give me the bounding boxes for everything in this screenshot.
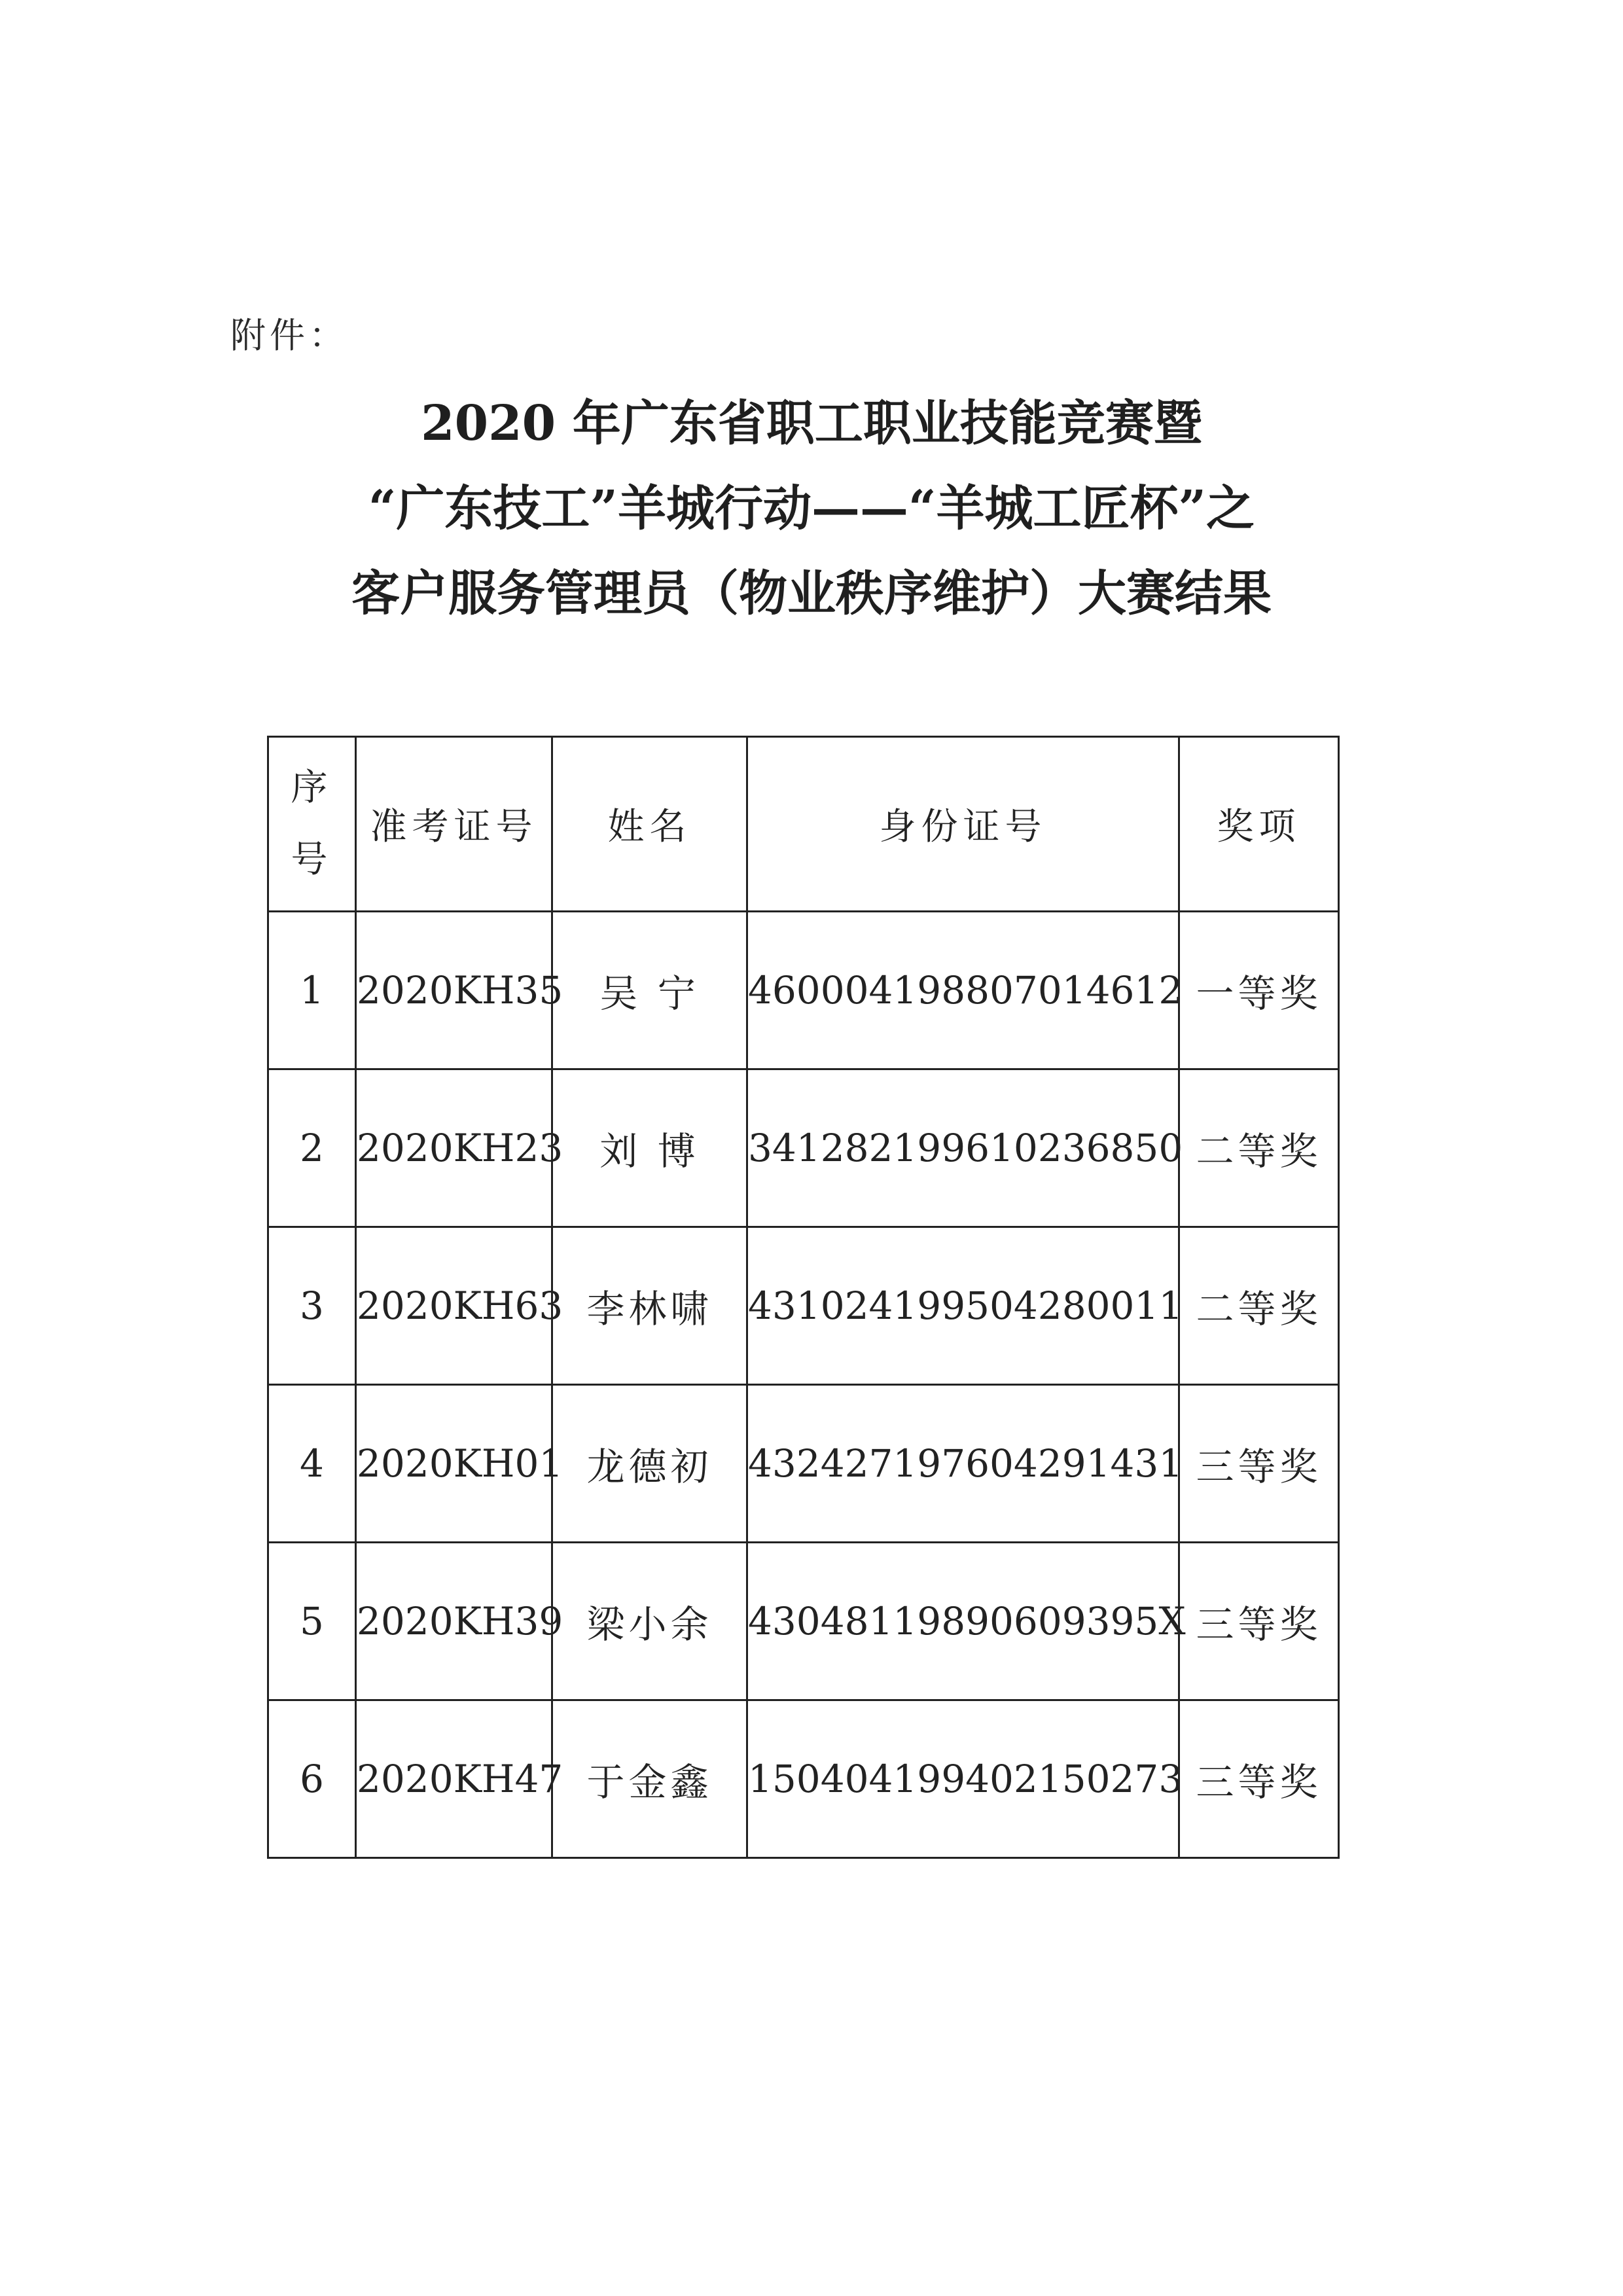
- header-name: 姓名: [552, 737, 747, 912]
- table-row: [268, 1227, 1339, 1385]
- cell-name: 龙德初: [552, 1385, 747, 1543]
- attachment-label: 附件：: [230, 315, 348, 356]
- cell-name: 吴 宁: [552, 912, 747, 1069]
- results-table: [267, 736, 1340, 1859]
- table-body: [268, 912, 1339, 1858]
- cell-ticket: 2020KH39: [356, 1543, 552, 1700]
- title-line-3: 客户服务管理员（物业秩序维护）大赛结果: [351, 565, 1272, 622]
- cell-ticket: 2020KH35: [356, 912, 552, 1069]
- header-seq-bottom: 号: [291, 838, 333, 881]
- table-row: [268, 1543, 1339, 1700]
- cell-award: 三等奖: [1179, 1385, 1339, 1543]
- cell-award: 三等奖: [1179, 1700, 1339, 1858]
- table-row: [268, 912, 1339, 1069]
- table-header: [268, 737, 1339, 912]
- cell-seq: 4: [268, 1385, 356, 1543]
- cell-award: 三等奖: [1179, 1543, 1339, 1700]
- cell-seq: 2: [268, 1069, 356, 1227]
- cell-ticket: 2020KH23: [356, 1069, 552, 1227]
- cell-id: 43048119890609395X: [747, 1543, 1179, 1700]
- cell-seq: 3: [268, 1227, 356, 1385]
- cell-id: 150404199402150273: [747, 1700, 1179, 1858]
- header-seq: [268, 737, 356, 912]
- cell-name: 李林啸: [552, 1227, 747, 1385]
- header-row: [268, 737, 1339, 912]
- cell-ticket: 2020KH01: [356, 1385, 552, 1543]
- cell-award: 二等奖: [1179, 1069, 1339, 1227]
- table-row: [268, 1385, 1339, 1543]
- cell-id: 460004198807014612: [747, 912, 1179, 1069]
- cell-seq: 6: [268, 1700, 356, 1858]
- cell-seq: 5: [268, 1543, 356, 1700]
- cell-ticket: 2020KH47: [356, 1700, 552, 1858]
- cell-name: 于金鑫: [552, 1700, 747, 1858]
- header-award: 奖项: [1179, 737, 1339, 912]
- table-row: [268, 1069, 1339, 1227]
- cell-ticket: 2020KH63: [356, 1227, 552, 1385]
- cell-name: 梁小余: [552, 1543, 747, 1700]
- cell-seq: 1: [268, 912, 356, 1069]
- header-id: 身份证号: [747, 737, 1179, 912]
- cell-award: 二等奖: [1179, 1227, 1339, 1385]
- cell-id: 431024199504280011: [747, 1227, 1179, 1385]
- cell-award: 一等奖: [1179, 912, 1339, 1069]
- table-row: [268, 1700, 1339, 1858]
- cell-name: 刘 博: [552, 1069, 747, 1227]
- header-seq-top: 序: [291, 766, 333, 809]
- title-line-1: 2020 年广东省职工职业技能竞赛暨: [421, 395, 1202, 452]
- header-ticket: 准考证号: [356, 737, 552, 912]
- cell-id: 341282199610236850: [747, 1069, 1179, 1227]
- title-line-2: “广东技工”羊城行动——“羊城工匠杯”之: [368, 480, 1255, 537]
- cell-id: 432427197604291431: [747, 1385, 1179, 1543]
